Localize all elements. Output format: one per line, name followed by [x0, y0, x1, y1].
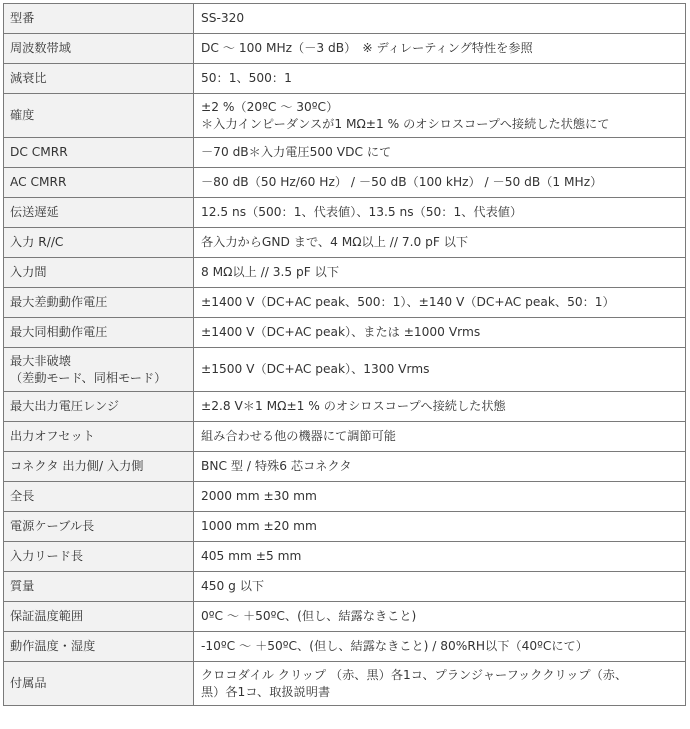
spec-label-text: 保証温度範囲	[10, 609, 84, 623]
spec-label	[4, 198, 194, 228]
spec-value-text: ＊入力インピーダンスが1 MΩ±1 % のオシロスコープへ接続した状態にて	[201, 116, 610, 131]
spec-label	[4, 258, 194, 288]
spec-value-text: ±1400 V（DC+AC peak、500：1）、±140 V（DC+AC peak、50：1）	[201, 295, 615, 309]
spec-value-text: 8 MΩ以上 // 3.5 pF 以下	[201, 265, 340, 279]
spec-value-text: 50：1、500：1	[201, 71, 292, 85]
spec-row	[4, 662, 686, 706]
spec-value-text: 黒）各1コ、取扱説明書	[201, 684, 331, 699]
spec-row	[4, 392, 686, 422]
spec-row	[4, 632, 686, 662]
spec-value	[194, 348, 686, 392]
spec-label-text: 最大同相動作電圧	[10, 325, 108, 339]
spec-label	[4, 228, 194, 258]
spec-value	[194, 602, 686, 632]
spec-label	[4, 288, 194, 318]
spec-label-text: 電源ケーブル長	[10, 519, 95, 533]
spec-row	[4, 138, 686, 168]
spec-value-text: －80 dB（50 Hz/60 Hz） / －50 dB（100 kHz） / －50 dB（1 MHz）	[201, 175, 603, 189]
spec-value	[194, 482, 686, 512]
spec-label	[4, 138, 194, 168]
spec-value-text: 2000 mm ±30 mm	[201, 489, 317, 503]
spec-label	[4, 34, 194, 64]
spec-label	[4, 94, 194, 138]
spec-label	[4, 572, 194, 602]
spec-label	[4, 512, 194, 542]
spec-label-text: 出力オフセット	[10, 429, 95, 443]
spec-value	[194, 318, 686, 348]
spec-value-text: 405 mm ±5 mm	[201, 549, 302, 563]
spec-value	[194, 138, 686, 168]
spec-value	[194, 94, 686, 138]
spec-table-body	[4, 4, 686, 706]
spec-label	[4, 392, 194, 422]
spec-label	[4, 64, 194, 94]
spec-row	[4, 168, 686, 198]
spec-value	[194, 34, 686, 64]
spec-label-text: コネクタ 出力側/ 入力側	[10, 459, 144, 473]
spec-row	[4, 602, 686, 632]
spec-label-text: 伝送遅延	[10, 205, 59, 219]
spec-value-text: BNC 型 / 特殊6 芯コネクタ	[201, 459, 352, 473]
spec-value	[194, 542, 686, 572]
spec-label-text: 減衰比	[10, 71, 47, 85]
spec-label-text: 付属品	[10, 676, 47, 690]
spec-value-text: 各入力からGND まで、4 MΩ以上 // 7.0 pF 以下	[201, 235, 469, 249]
spec-row	[4, 452, 686, 482]
spec-row	[4, 512, 686, 542]
spec-value	[194, 4, 686, 34]
spec-label	[4, 662, 194, 706]
spec-label	[4, 452, 194, 482]
spec-row	[4, 288, 686, 318]
spec-row	[4, 4, 686, 34]
spec-value	[194, 168, 686, 198]
spec-value	[194, 572, 686, 602]
spec-row	[4, 258, 686, 288]
spec-label	[4, 542, 194, 572]
spec-value-text: 450 g 以下	[201, 579, 265, 593]
spec-row	[4, 64, 686, 94]
spec-row	[4, 228, 686, 258]
spec-value-text: ±2.8 V＊1 MΩ±1 % のオシロスコープへ接続した状態	[201, 399, 506, 413]
spec-row	[4, 482, 686, 512]
spec-label-text: 最大差動動作電圧	[10, 295, 108, 309]
spec-value	[194, 228, 686, 258]
spec-value-text: 12.5 ns（500：1、代表値）、13.5 ns（50：1、代表値）	[201, 205, 523, 219]
spec-value-text: ±1400 V（DC+AC peak）、または ±1000 Vrms	[201, 325, 481, 339]
spec-label-text: 入力 R//C	[10, 235, 64, 249]
spec-value-text: 組み合わせる他の機器にて調節可能	[201, 429, 396, 443]
spec-value-text: －70 dB＊入力電圧500 VDC にて	[201, 145, 392, 159]
spec-label-text: 確度	[10, 108, 35, 122]
spec-value	[194, 452, 686, 482]
spec-label-text: 型番	[10, 11, 35, 25]
spec-label-text: 周波数帯域	[10, 41, 71, 55]
spec-value-text: 1000 mm ±20 mm	[201, 519, 317, 533]
spec-label-text: 動作温度・湿度	[10, 639, 96, 653]
spec-row	[4, 94, 686, 138]
spec-value	[194, 64, 686, 94]
spec-value-text: クロコダイル クリップ （赤、黒）各1コ、プランジャーフッククリップ（赤、	[201, 667, 628, 682]
spec-value-text: ±1500 V（DC+AC peak）、1300 Vrms	[201, 362, 430, 376]
spec-value	[194, 258, 686, 288]
spec-label	[4, 482, 194, 512]
spec-label	[4, 602, 194, 632]
spec-value-text: DC ～ 100 MHz（－3 dB） ※ ディレーティング特性を参照	[201, 41, 533, 55]
spec-label-text: 入力間	[10, 265, 47, 279]
spec-value	[194, 198, 686, 228]
spec-label	[4, 4, 194, 34]
spec-label-text: 質量	[10, 579, 35, 593]
spec-label	[4, 318, 194, 348]
spec-value	[194, 512, 686, 542]
spec-label-text: 最大出力電圧レンジ	[10, 399, 120, 413]
spec-value	[194, 632, 686, 662]
spec-row	[4, 422, 686, 452]
spec-value-text: ±2 %（20ºC ～ 30ºC）	[201, 99, 339, 114]
spec-label	[4, 422, 194, 452]
spec-label	[4, 168, 194, 198]
spec-value	[194, 392, 686, 422]
spec-row	[4, 34, 686, 64]
spec-value	[194, 662, 686, 706]
spec-row	[4, 572, 686, 602]
spec-label-text: （差動モード、同相モード）	[10, 370, 167, 385]
spec-value	[194, 288, 686, 318]
spec-value	[194, 422, 686, 452]
spec-label	[4, 632, 194, 662]
spec-row	[4, 198, 686, 228]
spec-label-text: AC CMRR	[10, 175, 67, 189]
spec-row	[4, 348, 686, 392]
spec-table	[3, 3, 686, 706]
spec-value-text: -10ºC ～ ＋50ºC、(但し、結露なきこと) / 80%RH以下（40ºCにて）	[201, 639, 588, 653]
spec-label	[4, 348, 194, 392]
spec-label-text: 全長	[10, 489, 35, 503]
spec-row	[4, 318, 686, 348]
spec-label-text: 入力リード長	[10, 549, 84, 563]
spec-row	[4, 542, 686, 572]
spec-label-text: 最大非破壊	[10, 353, 71, 368]
spec-label-text: DC CMRR	[10, 145, 68, 159]
spec-value-text: 0ºC ～ ＋50ºC、(但し、結露なきこと)	[201, 609, 417, 623]
spec-value-text: SS-320	[201, 11, 245, 25]
